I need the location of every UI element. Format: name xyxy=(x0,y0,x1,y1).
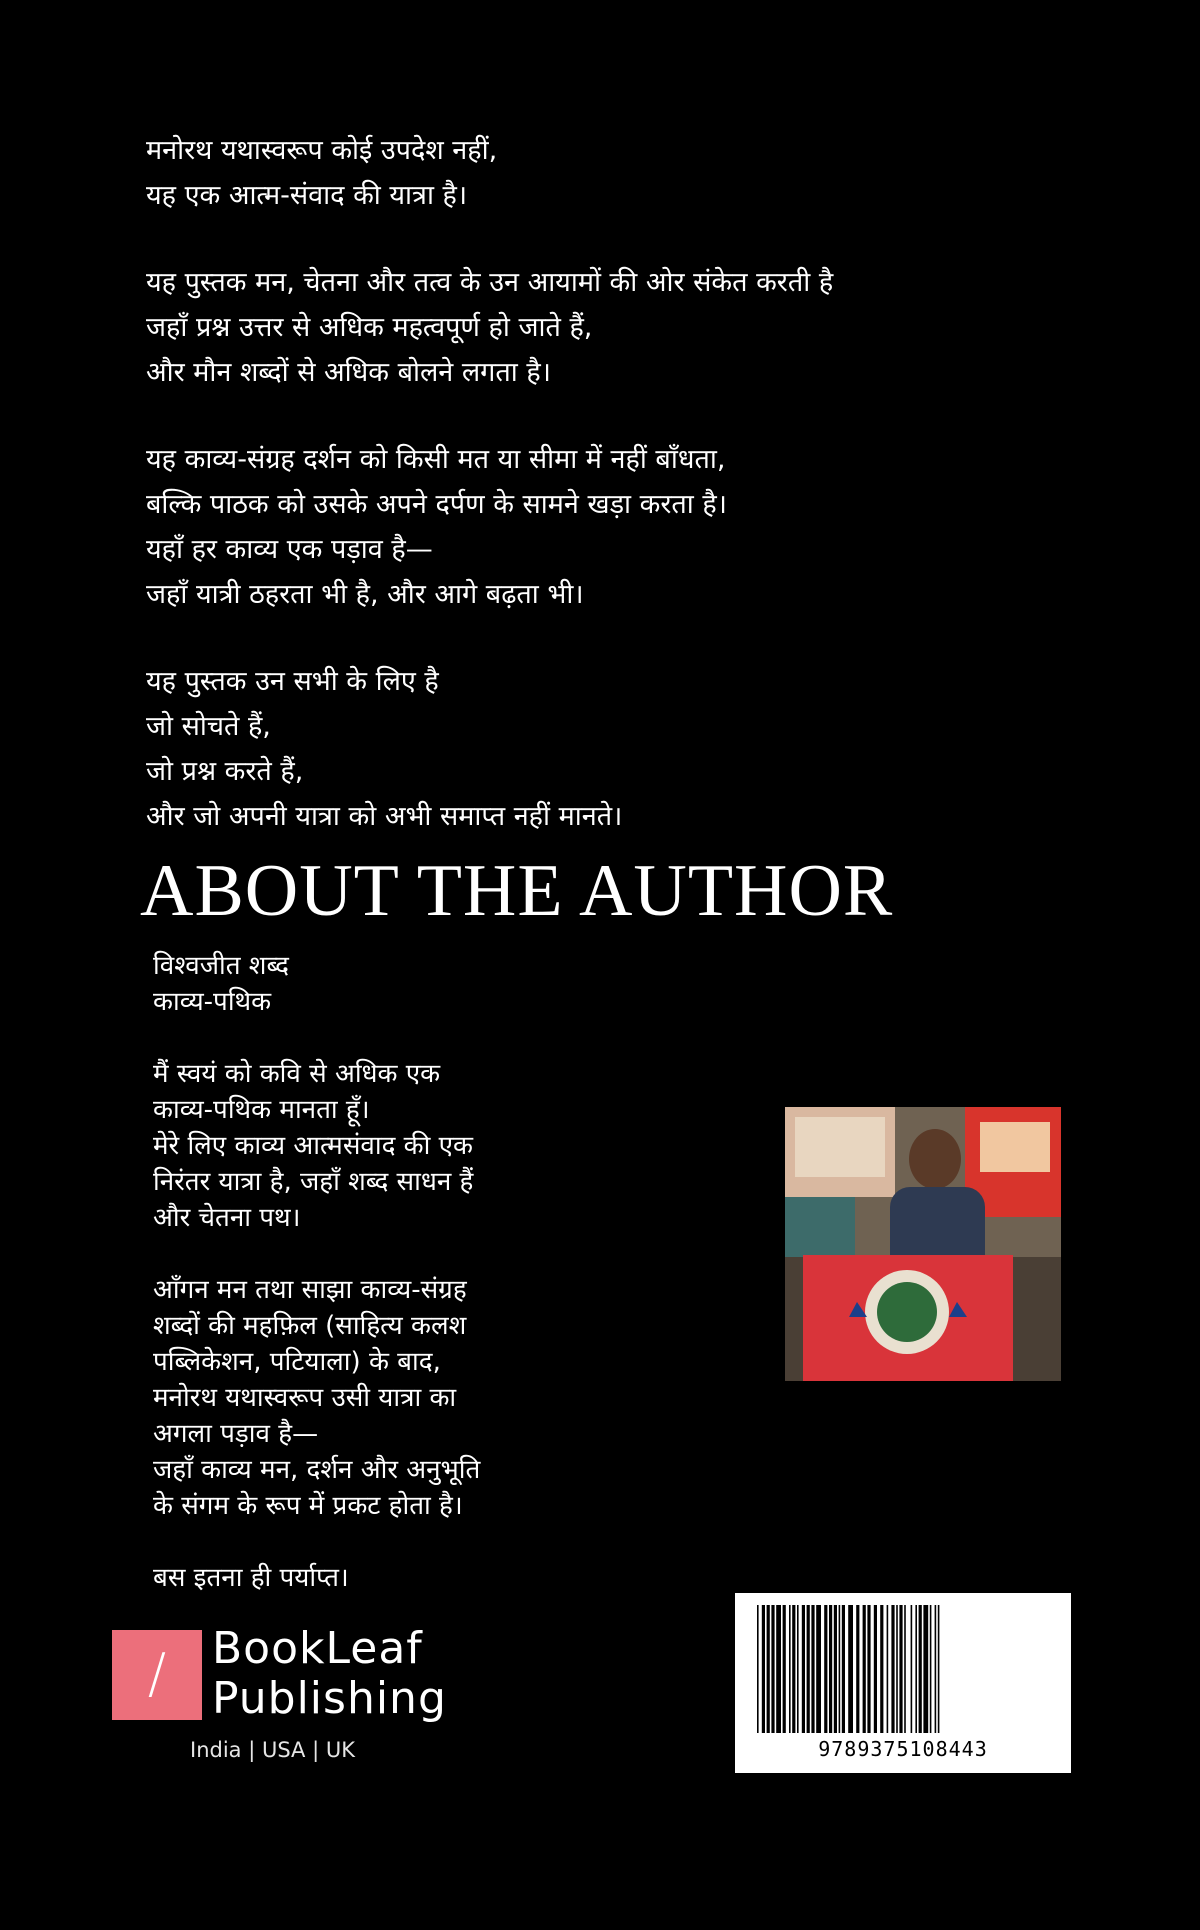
barcode-bar xyxy=(767,1605,770,1733)
blurb-line: यह पुस्तक उन सभी के लिए है xyxy=(146,666,439,697)
author-line: काव्य-पथिक मानता हूँ। xyxy=(153,1095,370,1125)
blurb-line: जो सोचते हैं, xyxy=(146,711,271,742)
barcode-bar xyxy=(802,1605,805,1733)
author-line: अगला पड़ाव है— xyxy=(153,1419,319,1449)
publisher-name xyxy=(212,1624,447,1724)
author-line: पब्लिकेशन, पटियाला) के बाद, xyxy=(153,1347,441,1377)
barcode-bar xyxy=(757,1605,759,1733)
author-photo xyxy=(785,1107,1061,1381)
publisher-name-line2: Publishing xyxy=(212,1673,447,1724)
author-paragraph xyxy=(153,1272,673,1524)
barcode-bar xyxy=(915,1605,917,1733)
author-line: मेरे लिए काव्य आत्मसंवाद की एक xyxy=(153,1131,473,1161)
barcode-bar xyxy=(848,1605,853,1733)
slash-icon: / xyxy=(147,1642,167,1705)
barcode-bar xyxy=(824,1605,827,1733)
barcode-bars xyxy=(753,1605,1053,1733)
barcode-bar xyxy=(783,1605,786,1733)
back-cover-blurb xyxy=(146,128,1006,881)
barcode-bar xyxy=(874,1605,877,1733)
author-line: विश्वजीत शब्द xyxy=(153,951,289,981)
barcode-bar xyxy=(829,1605,832,1733)
barcode-bar xyxy=(911,1605,913,1733)
barcode-bar xyxy=(919,1605,922,1733)
barcode-bar xyxy=(776,1605,781,1733)
blurb-paragraph xyxy=(146,659,1006,839)
barcode-bar xyxy=(792,1605,795,1733)
author-line: के संगम के रूप में प्रकट होता है। xyxy=(153,1491,463,1521)
author-line: निरंतर यात्रा है, जहाँ शब्द साधन हैं xyxy=(153,1167,474,1197)
barcode-bar xyxy=(930,1605,932,1733)
author-paragraph xyxy=(153,948,673,1020)
author-line: मैं स्वयं को कवि से अधिक एक xyxy=(153,1059,441,1089)
isbn-barcode xyxy=(735,1593,1071,1773)
blurb-line: जो प्रश्न करते हैं, xyxy=(146,756,304,787)
barcode-bar xyxy=(771,1605,774,1733)
blurb-line: यह पुस्तक मन, चेतना और तत्व के उन आयामों की ओर संकेत करती है xyxy=(146,267,834,298)
blurb-paragraph xyxy=(146,260,1006,395)
barcode-bar xyxy=(839,1605,841,1733)
blurb-line: यहाँ हर काव्य एक पड़ाव है— xyxy=(146,534,433,565)
about-the-author-heading: ABOUT THE AUTHOR xyxy=(140,850,894,932)
author-line: मनोरथ यथास्वरूप उसी यात्रा का xyxy=(153,1383,457,1413)
barcode-bar xyxy=(938,1605,940,1733)
author-paragraph xyxy=(153,1560,673,1596)
blurb-line: मनोरथ यथास्वरूप कोई उपदेश नहीं, xyxy=(146,135,498,166)
barcode-bar xyxy=(923,1605,928,1733)
barcode-bar xyxy=(863,1605,866,1733)
barcode-bar xyxy=(797,1605,799,1733)
barcode-bar xyxy=(899,1605,902,1733)
author-line: शब्दों की महफ़िल (साहित्य कलश xyxy=(153,1311,467,1341)
blurb-line: यह काव्य-संग्रह दर्शन को किसी मत या सीमा में नहीं बाँधता, xyxy=(146,444,726,475)
barcode-bar xyxy=(880,1605,883,1733)
author-line: और चेतना पथ। xyxy=(153,1203,301,1233)
blurb-paragraph xyxy=(146,437,1006,617)
author-line: जहाँ काव्य मन, दर्शन और अनुभूति xyxy=(153,1455,481,1485)
barcode-bar xyxy=(807,1605,810,1733)
author-bio xyxy=(153,948,673,1632)
barcode-bar xyxy=(891,1605,894,1733)
barcode-bar xyxy=(789,1605,791,1733)
author-line: बस इतना ही पर्याप्त। xyxy=(153,1563,349,1593)
barcode-bar xyxy=(887,1605,889,1733)
author-line: काव्य-पथिक xyxy=(153,987,272,1017)
barcode-bar xyxy=(856,1605,859,1733)
blurb-line: और जो अपनी यात्रा को अभी समाप्त नहीं मानते। xyxy=(146,801,623,832)
isbn-number: 9789375108443 xyxy=(818,1737,988,1761)
publisher-mark xyxy=(112,1630,202,1720)
barcode-bar xyxy=(935,1605,937,1733)
publisher-regions: India | USA | UK xyxy=(190,1738,355,1762)
barcode-bar xyxy=(834,1605,837,1733)
barcode-bar xyxy=(811,1605,814,1733)
barcode-bar xyxy=(896,1605,898,1733)
publisher-logo xyxy=(112,1623,472,1770)
blurb-line: जहाँ प्रश्न उत्तर से अधिक महत्वपूर्ण हो जाते हैं, xyxy=(146,312,593,343)
blurb-line: यह एक आत्म-संवाद की यात्रा है। xyxy=(146,180,468,211)
barcode-bar xyxy=(867,1605,870,1733)
publisher-name-line1: BookLeaf xyxy=(212,1623,423,1674)
blurb-line: जहाँ यात्री ठहरता भी है, और आगे बढ़ता भी। xyxy=(146,579,584,610)
author-line: आँगन मन तथा साझा काव्य-संग्रह xyxy=(153,1275,467,1305)
blurb-line: बल्कि पाठक को उसके अपने दर्पण के सामने खड़ा करता है। xyxy=(146,489,727,520)
author-paragraph xyxy=(153,1056,673,1236)
barcode-bar xyxy=(904,1605,906,1733)
barcode-bar xyxy=(816,1605,821,1733)
blurb-line: और मौन शब्दों से अधिक बोलने लगता है। xyxy=(146,357,551,388)
barcode-bar xyxy=(842,1605,845,1733)
blurb-paragraph xyxy=(146,128,1006,218)
barcode-bar xyxy=(762,1605,765,1733)
